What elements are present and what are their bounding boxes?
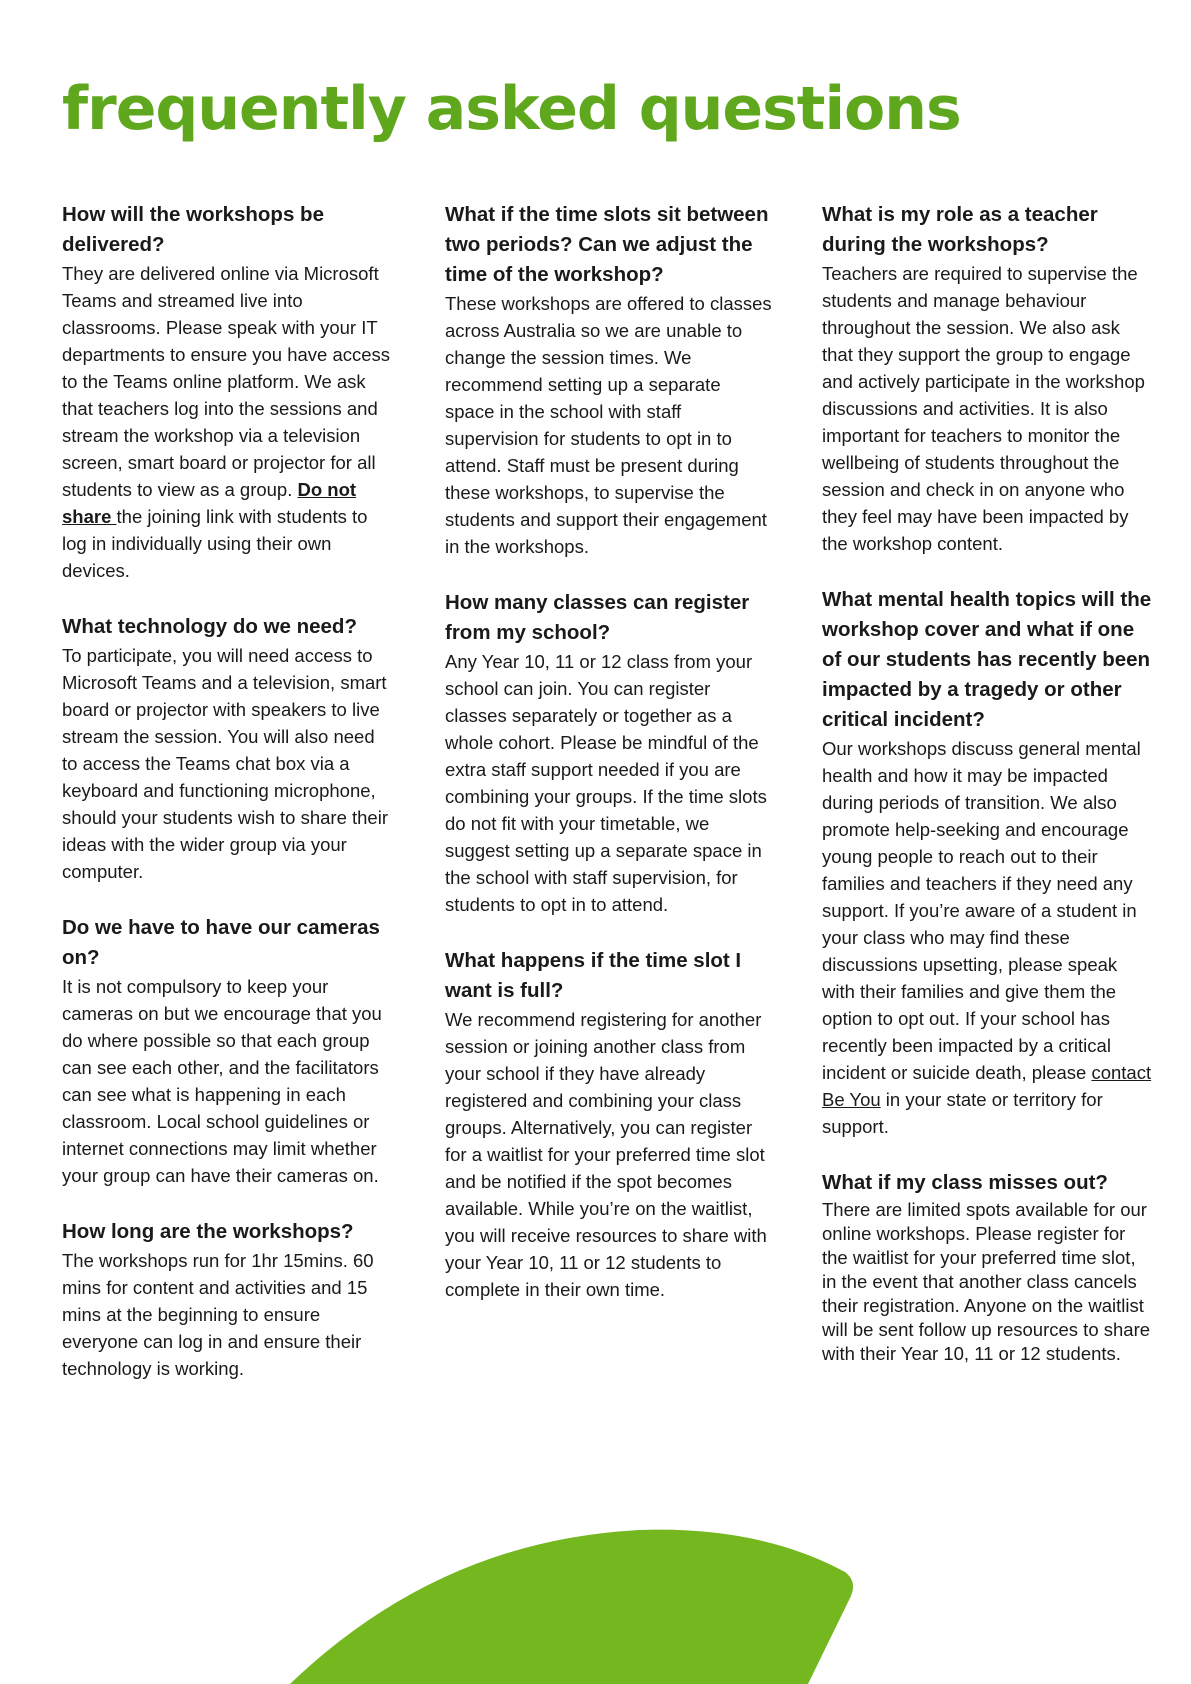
faq-question: How many classes can register from my school? <box>445 591 750 644</box>
faq-question: How long are the workshops? <box>62 1220 354 1243</box>
faq-answer: They are delivered online via Microsoft Teams and streamed live into classrooms. Please speak with your IT departments to ensure you have access to the Teams online platform. We ask that teachers log into the sessions and stream the workshop via a television screen, smart board or projector for all students to view as a group. Do not share the joining link with students to log in individually using their own devices. <box>62 263 391 581</box>
faq-question: What happens if the time slot I want is full? <box>445 949 742 1002</box>
page-title: frequently asked questions <box>62 74 961 144</box>
faq-question: What technology do we need? <box>62 615 357 638</box>
faq-question: What if the time slots sit between two periods? Can we adjust the time of the workshop? <box>445 203 769 286</box>
faq-answer: To participate, you will need access to Microsoft Teams and a television, smart board or projector with speakers to live stream the session. You will also need to access the Teams chat box via a keyboard and functioning microphone, should your students wish to share their ideas with the wider group via your computer. <box>62 645 388 882</box>
faq-question: What is my role as a teacher during the workshops? <box>822 203 1098 256</box>
do-not-share-link[interactable]: Do not share <box>62 479 357 527</box>
faq-question: What mental health topics will the workshop cover and what if one of our students has recently been impacted by a tragedy or other critical incident? <box>822 588 1152 731</box>
faq-answer: These workshops are offered to classes across Australia so we are unable to change the session times. We recommend setting up a separate space in the school with staff supervision for students to opt in to attend. Staff must be present during these workshops, to supervise the students and support their engagement in the workshops. <box>445 293 772 557</box>
contact-be-you-link[interactable]: contact Be You <box>822 1062 1152 1110</box>
faq-answer: Our workshops discuss general mental health and how it may be impacted during periods of transition. We also promote help-seeking and encourage young people to reach out to their families and teachers if they need any support. If you’re aware of a student in your class who may find these discussions upsetting, please speak with their families and give them the option to opt out. If your school has recently been impacted by a critical incident or suicide death, please contact Be You in your state or territory for support. <box>822 738 1152 1137</box>
faq-answer: There are limited spots available for our online workshops. Please register for the waitlist for your preferred time slot, in the event that another class cancels their registration. Anyone on the waitlist will be sent follow up resources to share with their Year 10, 11 or 12 students. <box>822 1199 1151 1364</box>
faq-question: How will the workshops be delivered? <box>62 203 324 256</box>
faq-answer: The workshops run for 1hr 15mins. 60 mins for content and activities and 15 mins at the beginning to ensure everyone can log in and ensure their technology is working. <box>62 1250 374 1379</box>
faq-question: What if my class misses out? <box>822 1171 1108 1194</box>
faq-answer: It is not compulsory to keep your cameras on but we encourage that you do where possible so that each group can see each other, and the facilitators can see what is happening in each classroom. Local school guidelines or internet connections may limit whether your group can have their cameras on. <box>62 976 382 1186</box>
faq-answer: Any Year 10, 11 or 12 class from your school can join. You can register classes separately or together as a whole cohort. Please be mindful of the extra staff support needed if you are combining your groups. If the time slots do not fit with your timetable, we suggest setting up a separate space in the school with staff supervision, for students to opt in to attend. <box>445 651 767 915</box>
faq-answer: We recommend registering for another session or joining another class from your school if they have already registered and combining your class groups. Alternatively, you can register for a waitlist for your preferred time slot and be notified if the spot becomes available. While you’re on the waitlist, you will receive resources to share with your Year 10, 11 or 12 students to complete in their own time. <box>445 1009 767 1300</box>
faq-question: Do we have to have our cameras on? <box>62 916 380 969</box>
faq-answer: Teachers are required to supervise the students and manage behaviour throughout the session. We also ask that they support the group to engage and actively participate in the workshop discussions and activities. It is also important for teachers to monitor the wellbeing of students throughout the session and check in on anyone who they feel may have been impacted by the workshop content. <box>822 263 1145 554</box>
